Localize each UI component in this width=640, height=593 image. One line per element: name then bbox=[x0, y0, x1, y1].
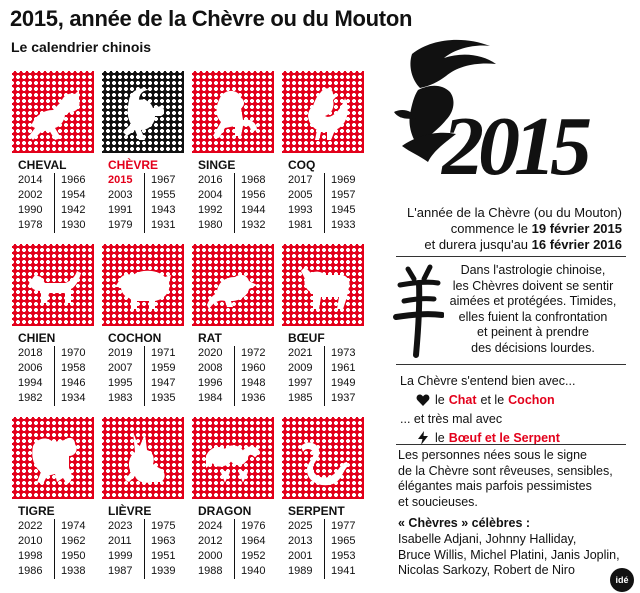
ox-icon bbox=[291, 253, 355, 317]
year-value: 2006 bbox=[18, 362, 43, 374]
astrology-line: aimées et protégées. Timides, bbox=[449, 294, 617, 308]
year-value: 1936 bbox=[241, 392, 266, 404]
year-value: 1991 bbox=[108, 204, 133, 216]
personality-line: de la Chèvre sont rêveuses, sensibles, bbox=[398, 463, 613, 478]
year-value: 1953 bbox=[331, 550, 356, 562]
personality-line: Les personnes nées sous le signe bbox=[398, 448, 588, 462]
year-value: 1967 bbox=[151, 174, 176, 186]
year-value: 1949 bbox=[331, 377, 356, 389]
year-value: 1986 bbox=[18, 565, 43, 577]
year-value: 1970 bbox=[61, 347, 86, 359]
hero-year: 2015 bbox=[442, 100, 586, 193]
zodiac-stamp bbox=[102, 417, 184, 499]
divider bbox=[396, 256, 626, 257]
dragon-icon bbox=[201, 426, 265, 490]
zodiac-stamp bbox=[192, 71, 274, 153]
sign-name: COQ bbox=[288, 158, 316, 172]
zodiac-stamp bbox=[192, 417, 274, 499]
sign-name: COCHON bbox=[108, 331, 162, 345]
year-value: 1937 bbox=[331, 392, 356, 404]
year-value: 2003 bbox=[108, 189, 133, 201]
year-value: 2000 bbox=[198, 550, 223, 562]
heart-icon bbox=[416, 393, 430, 407]
year-value: 1930 bbox=[61, 219, 86, 231]
year-value: 1952 bbox=[241, 550, 266, 562]
year-value: 1964 bbox=[241, 535, 266, 547]
hare-icon bbox=[111, 426, 175, 490]
personality-line: et soucieuses. bbox=[398, 494, 478, 509]
year-value: 1981 bbox=[288, 219, 313, 231]
year-value: 1961 bbox=[331, 362, 356, 374]
zodiac-stamp bbox=[282, 244, 364, 326]
divider bbox=[396, 364, 626, 365]
zodiac-sign bbox=[102, 244, 194, 404]
year-value: 1931 bbox=[151, 219, 176, 231]
tiger-icon bbox=[21, 426, 85, 490]
year-value: 2010 bbox=[18, 535, 43, 547]
year-value: 1972 bbox=[241, 347, 266, 359]
celebrity-line: Bruce Willis, Michel Platini, Janis Joplin, bbox=[398, 547, 620, 562]
good-match: le Chat et le Cochon bbox=[400, 390, 626, 409]
year-value: 2007 bbox=[108, 362, 133, 374]
good-intro: La Chèvre s'entend bien avec... bbox=[400, 373, 576, 388]
celebrity-line: Isabelle Adjani, Johnny Halliday, bbox=[398, 532, 577, 546]
zodiac-stamp bbox=[282, 71, 364, 153]
year-value: 1985 bbox=[288, 392, 313, 404]
year-value: 1943 bbox=[151, 204, 176, 216]
sign-name: SERPENT bbox=[288, 504, 345, 518]
intro-line-1: L'année de la Chèvre (ou du Mouton) bbox=[407, 205, 622, 220]
astrology-line: elles fuient la confrontation bbox=[458, 309, 608, 324]
year-value: 1996 bbox=[198, 377, 223, 389]
year-value: 1941 bbox=[331, 565, 356, 577]
goat-icon bbox=[111, 80, 175, 144]
year-value: 1987 bbox=[108, 565, 133, 577]
lightning-icon bbox=[416, 431, 430, 445]
dog-icon bbox=[21, 253, 85, 317]
zodiac-stamp bbox=[12, 71, 94, 153]
year-value: 2011 bbox=[108, 535, 132, 547]
personality-text bbox=[398, 448, 626, 510]
celebrity-line: Nicolas Sarkozy, Robert de Niro bbox=[398, 563, 575, 577]
year-value: 1997 bbox=[288, 377, 313, 389]
intro-line-3: et durera jusqu'au 16 février 2016 bbox=[424, 237, 622, 252]
zodiac-stamp bbox=[12, 244, 94, 326]
year-value: 1939 bbox=[151, 565, 176, 577]
zodiac-sign bbox=[12, 244, 104, 404]
year-value: 2015 bbox=[108, 174, 133, 186]
sign-name: DRAGON bbox=[198, 504, 252, 518]
year-value: 1944 bbox=[241, 204, 266, 216]
year-value: 1983 bbox=[108, 392, 133, 404]
year-value: 1984 bbox=[198, 392, 223, 404]
year-value: 2023 bbox=[108, 520, 133, 532]
year-value: 1998 bbox=[18, 550, 43, 562]
sign-name: SINGE bbox=[198, 158, 236, 172]
zodiac-sign bbox=[192, 244, 284, 404]
year-value: 2004 bbox=[198, 189, 223, 201]
horse-icon bbox=[21, 80, 85, 144]
year-value: 1962 bbox=[61, 535, 86, 547]
year-value: 2019 bbox=[108, 347, 133, 359]
bad-intro: ... et très mal avec bbox=[400, 411, 503, 426]
year-value: 1955 bbox=[151, 189, 176, 201]
page-title: 2015, année de la Chèvre ou du Mouton bbox=[10, 6, 413, 31]
year-value: 1950 bbox=[61, 550, 86, 562]
zodiac-sign bbox=[12, 71, 104, 231]
sign-name: RAT bbox=[198, 331, 222, 345]
year-value: 1988 bbox=[198, 565, 223, 577]
sign-name: CHÈVRE bbox=[108, 158, 159, 172]
celebrities-list bbox=[398, 532, 626, 579]
page-subtitle: Le calendrier chinois bbox=[11, 39, 152, 55]
astrology-line: Dans l'astrologie chinoise, bbox=[460, 263, 606, 277]
zodiac-sign bbox=[192, 71, 284, 231]
zodiac-stamp bbox=[282, 417, 364, 499]
year-value: 1975 bbox=[151, 520, 176, 532]
zodiac-stamp bbox=[102, 244, 184, 326]
pig-icon bbox=[111, 253, 175, 317]
zodiac-sign bbox=[102, 417, 194, 577]
year-value: 1958 bbox=[61, 362, 86, 374]
year-value: 1989 bbox=[288, 565, 313, 577]
year-value: 2005 bbox=[288, 189, 313, 201]
year-value: 1980 bbox=[198, 219, 223, 231]
celebrities-title: « Chèvres » célèbres : bbox=[398, 516, 531, 530]
year-value: 1956 bbox=[241, 189, 266, 201]
year-value: 1934 bbox=[61, 392, 86, 404]
astrology-line: et peinent à prendre bbox=[477, 325, 589, 339]
year-value: 2014 bbox=[18, 174, 43, 186]
zodiac-sign bbox=[102, 71, 194, 231]
year-value: 2016 bbox=[198, 174, 223, 186]
zodiac-sign bbox=[12, 417, 104, 577]
rat-icon bbox=[201, 253, 265, 317]
year-value: 1948 bbox=[241, 377, 266, 389]
monkey-icon bbox=[201, 80, 265, 144]
astrology-line: les Chèvres doivent se sentir bbox=[452, 278, 614, 293]
year-value: 1963 bbox=[151, 535, 176, 547]
sign-name: CHIEN bbox=[18, 331, 56, 345]
sign-name: LIÈVRE bbox=[108, 504, 152, 518]
snake-icon bbox=[291, 426, 355, 490]
year-value: 2008 bbox=[198, 362, 223, 374]
year-value: 1938 bbox=[61, 565, 86, 577]
rooster-icon bbox=[291, 80, 355, 144]
year-value: 1979 bbox=[108, 219, 133, 231]
year-value: 2022 bbox=[18, 520, 43, 532]
sign-name: CHEVAL bbox=[18, 158, 67, 172]
intro-line-2: commence le 19 février 2015 bbox=[450, 221, 622, 236]
year-value: 2012 bbox=[198, 535, 223, 547]
year-value: 1977 bbox=[331, 520, 356, 532]
year-value: 1935 bbox=[151, 392, 176, 404]
year-value: 1942 bbox=[61, 204, 86, 216]
year-value: 1932 bbox=[241, 219, 266, 231]
year-value: 2001 bbox=[288, 550, 313, 562]
year-value: 1969 bbox=[331, 174, 356, 186]
year-value: 1960 bbox=[241, 362, 266, 374]
year-value: 2025 bbox=[288, 520, 313, 532]
astrology-text bbox=[440, 263, 626, 356]
year-value: 1982 bbox=[18, 392, 43, 404]
zodiac-sign bbox=[192, 417, 284, 577]
year-value: 1973 bbox=[331, 347, 356, 359]
sign-name: TIGRE bbox=[18, 504, 55, 518]
year-value: 1990 bbox=[18, 204, 43, 216]
year-value: 1994 bbox=[18, 377, 43, 389]
zodiac-sign bbox=[282, 417, 374, 577]
goat-character-icon bbox=[392, 263, 444, 359]
year-value: 1978 bbox=[18, 219, 43, 231]
year-value: 1933 bbox=[331, 219, 356, 231]
year-value: 1940 bbox=[241, 565, 266, 577]
year-value: 1954 bbox=[61, 189, 86, 201]
zodiac-stamp bbox=[192, 244, 274, 326]
year-value: 1968 bbox=[241, 174, 266, 186]
relations-block bbox=[400, 371, 626, 447]
year-value: 1974 bbox=[61, 520, 86, 532]
year-value: 2009 bbox=[288, 362, 313, 374]
goat-2015-illustration bbox=[372, 34, 640, 202]
astrology-line: des décisions lourdes. bbox=[471, 340, 595, 355]
year-value: 2024 bbox=[198, 520, 223, 532]
zodiac-stamp bbox=[12, 417, 94, 499]
year-value: 1951 bbox=[151, 550, 176, 562]
year-value: 1992 bbox=[198, 204, 223, 216]
year-intro bbox=[396, 205, 622, 253]
year-value: 1999 bbox=[108, 550, 133, 562]
year-value: 1966 bbox=[61, 174, 86, 186]
publisher-logo: idé bbox=[610, 568, 634, 592]
personality-line: élégantes mais parfois pessimistes bbox=[398, 479, 592, 493]
year-value: 1971 bbox=[151, 347, 176, 359]
year-value: 2017 bbox=[288, 174, 313, 186]
year-value: 2021 bbox=[288, 347, 313, 359]
year-value: 1965 bbox=[331, 535, 356, 547]
year-value: 1993 bbox=[288, 204, 313, 216]
zodiac-sign bbox=[282, 244, 374, 404]
divider bbox=[396, 444, 626, 445]
sign-name: BŒUF bbox=[288, 331, 325, 345]
year-value: 1947 bbox=[151, 377, 176, 389]
year-value: 1976 bbox=[241, 520, 266, 532]
year-value: 2013 bbox=[288, 535, 313, 547]
zodiac-stamp bbox=[102, 71, 184, 153]
year-value: 1945 bbox=[331, 204, 356, 216]
year-value: 2018 bbox=[18, 347, 43, 359]
year-value: 1959 bbox=[151, 362, 176, 374]
bad-match: le Bœuf et le Serpent bbox=[400, 428, 626, 447]
year-value: 1957 bbox=[331, 189, 356, 201]
year-value: 1946 bbox=[61, 377, 86, 389]
year-value: 2020 bbox=[198, 347, 223, 359]
year-value: 2002 bbox=[18, 189, 43, 201]
zodiac-sign bbox=[282, 71, 374, 231]
year-value: 1995 bbox=[108, 377, 133, 389]
